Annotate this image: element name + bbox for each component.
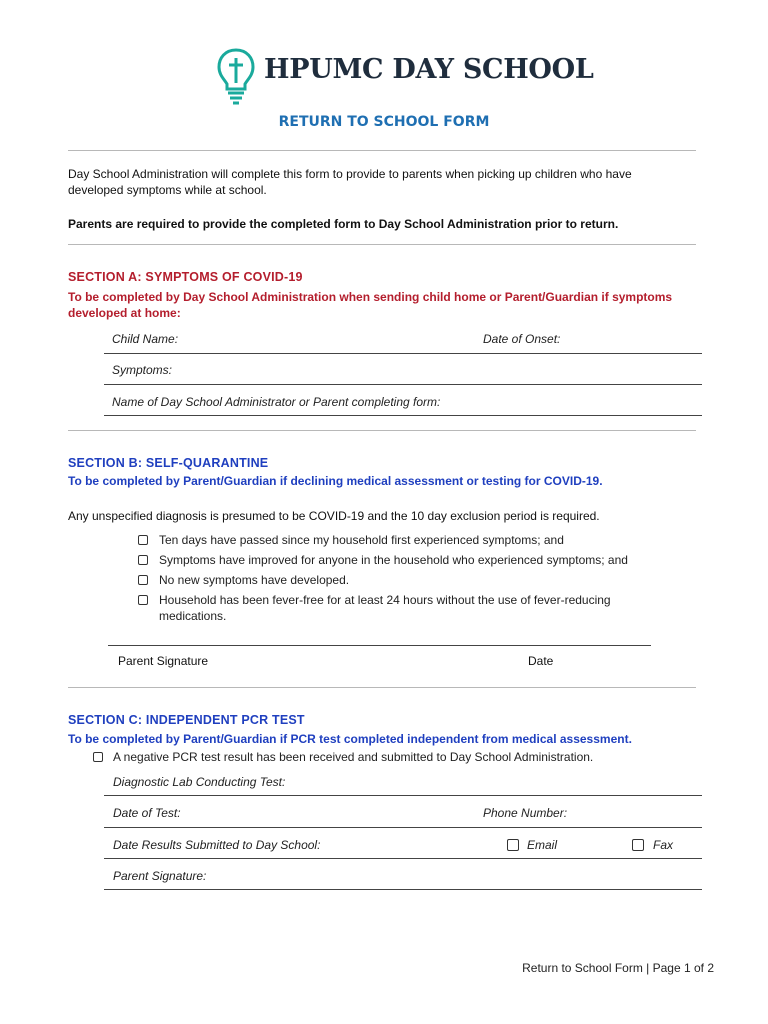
parent-signature-c-field[interactable]	[104, 889, 702, 890]
intro-paragraph: Day School Administration will complete this form to provide to parents when picking up children who have developed symptoms while at school.	[68, 167, 632, 197]
lab-field[interactable]	[104, 795, 702, 796]
checkbox-fax[interactable]	[632, 839, 644, 851]
lightbulb-cross-icon	[216, 46, 256, 106]
checkbox-negative-pcr[interactable]	[93, 752, 103, 762]
results-submitted-field[interactable]	[104, 858, 702, 859]
checkbox-symptoms-improved[interactable]	[138, 555, 148, 565]
section-b-instruction: To be completed by Parent/Guardian if declining medical assessment or testing for COVID-19.	[68, 474, 603, 488]
negative-result-text: A negative PCR test result has been received and submitted to Day School Administration.	[113, 750, 594, 764]
divider	[68, 687, 696, 688]
divider	[68, 244, 696, 245]
completer-field[interactable]	[104, 415, 702, 416]
divider	[68, 430, 696, 431]
checkbox-no-new-symptoms[interactable]	[138, 575, 148, 585]
fax-option-label: Fax	[653, 838, 674, 852]
date-of-test-label: Date of Test:	[113, 806, 181, 820]
section-c-title: SECTION C: INDEPENDENT PCR TEST	[68, 713, 305, 727]
checklist-item: Symptoms have improved for anyone in the household who experienced symptoms; and	[159, 553, 628, 567]
checkbox-email[interactable]	[507, 839, 519, 851]
parent-signature-label: Parent Signature	[118, 654, 209, 668]
form-title: RETURN TO SCHOOL FORM	[278, 114, 490, 130]
date-label: Date	[528, 654, 554, 668]
lab-label: Diagnostic Lab Conducting Test:	[113, 775, 286, 789]
child-name-field[interactable]	[104, 353, 702, 354]
phone-number-label: Phone Number:	[483, 806, 568, 820]
email-option-label: Email	[527, 838, 558, 852]
parent-signature-c-label: Parent Signature:	[113, 869, 207, 883]
presumption-text: Any unspecified diagnosis is presumed to be COVID-19 and the 10 day exclusion period is required.	[68, 509, 600, 523]
child-name-label: Child Name:	[112, 332, 179, 346]
section-a-title: SECTION A: SYMPTOMS OF COVID-19	[68, 270, 303, 284]
completer-label: Name of Day School Administrator or Parent completing form:	[112, 395, 441, 409]
checkbox-fever-free[interactable]	[138, 595, 148, 605]
symptoms-field[interactable]	[104, 384, 702, 385]
section-b-title: SECTION B: SELF-QUARANTINE	[68, 456, 269, 470]
checklist-item: Household has been fever-free for at least 24 hours without the use of fever-reducing medications.	[159, 593, 611, 623]
signature-line[interactable]	[108, 645, 651, 646]
date-of-onset-label: Date of Onset:	[483, 332, 561, 346]
section-a-instruction: To be completed by Day School Administration when sending child home or Parent/Guardian if symptoms developed at home:	[68, 290, 673, 320]
results-submitted-label: Date Results Submitted to Day School:	[113, 838, 321, 852]
divider	[68, 150, 696, 151]
checklist-item: No new symptoms have developed.	[159, 573, 350, 587]
logo-text: HPUMC DAY SCHOOL	[264, 54, 594, 85]
page-footer: Return to School Form | Page 1 of 2	[522, 961, 714, 975]
symptoms-label: Symptoms:	[112, 363, 173, 377]
school-logo	[216, 44, 594, 110]
checklist-item: Ten days have passed since my household first experienced symptoms; and	[159, 533, 564, 547]
intro-notice: Parents are required to provide the completed form to Day School Administration prior to return.	[68, 217, 619, 231]
checkbox-ten-days[interactable]	[138, 535, 148, 545]
section-c-instruction: To be completed by Parent/Guardian if PCR test completed independent from medical assessment.	[68, 732, 632, 746]
date-of-test-field[interactable]	[104, 827, 702, 828]
